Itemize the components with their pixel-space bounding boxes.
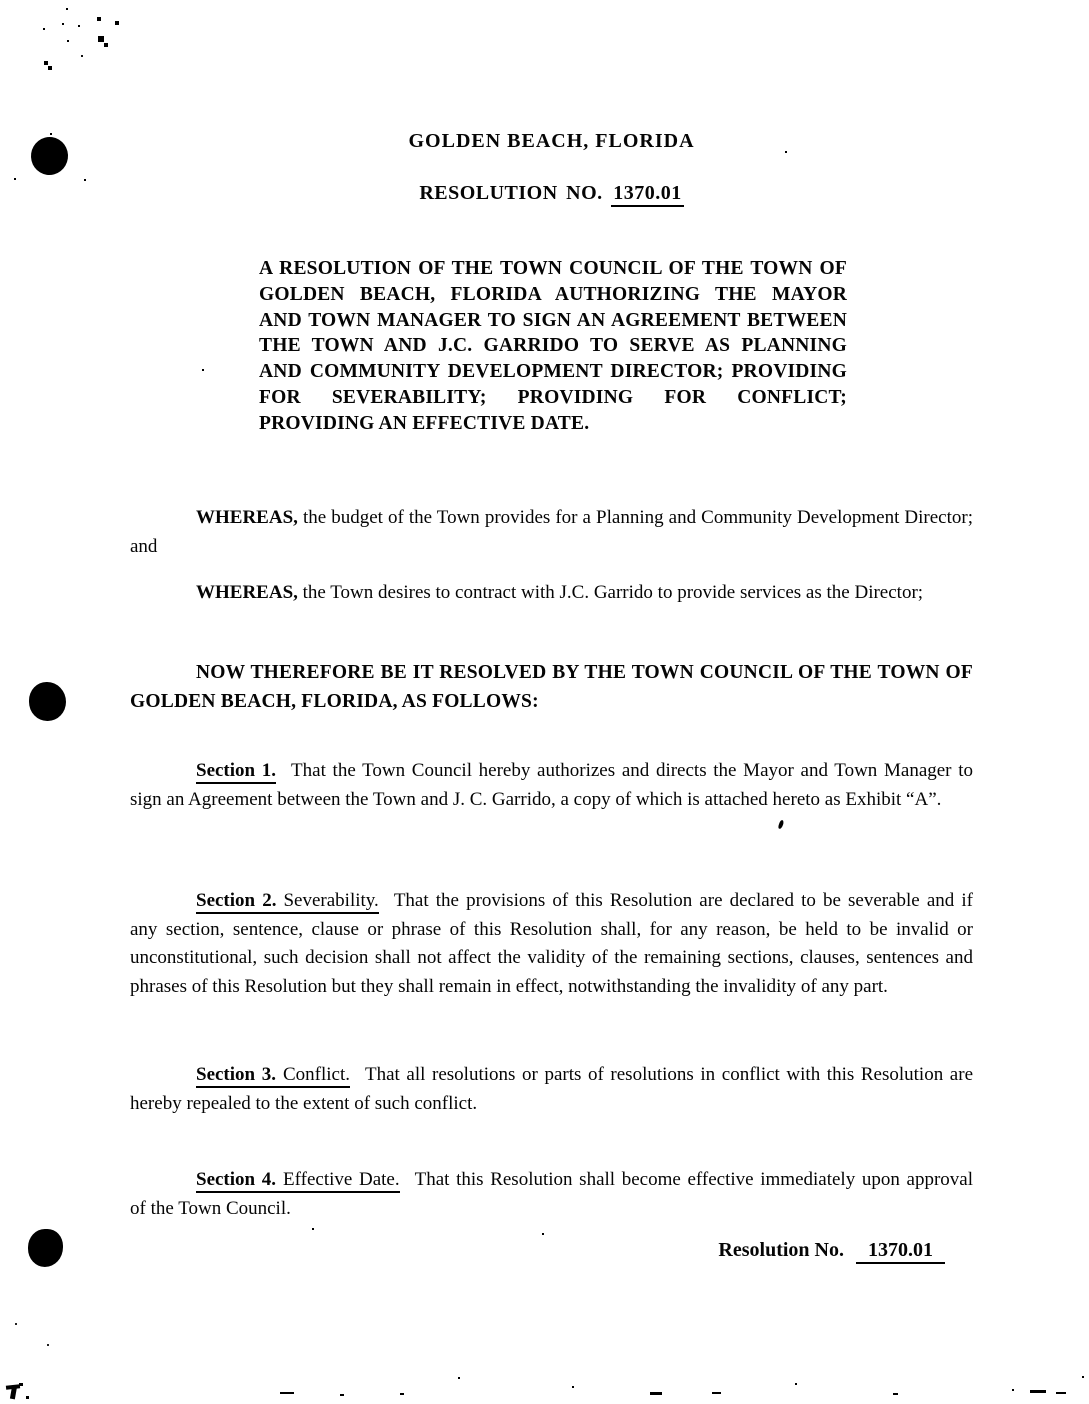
scan-mark-bottom-left: [19, 1383, 23, 1386]
section-subheading: Effective Date.: [283, 1169, 400, 1190]
section-subheading: Severability.: [283, 890, 379, 911]
section-3-paragraph: [130, 1061, 973, 1118]
section-text: That all resolutions or parts of resolutions in conflict with this Resolution are hereby repealed to the extent of such conflict.: [130, 1064, 974, 1114]
resolution-number-heading: [7, 182, 1089, 205]
resolution-summary: [259, 256, 847, 437]
section-4-paragraph: [130, 1166, 973, 1223]
resolution-number-label: RESOLUTION NO.: [419, 182, 603, 204]
section-heading: [196, 760, 276, 784]
section-2-paragraph: [130, 887, 973, 1001]
scan-noise-dash: [712, 1392, 721, 1394]
summary-line: THE TOWN AND J.C. GARRIDO TO SERVE AS PLANNING: [259, 335, 847, 357]
resolved-clause: NOW THEREFORE BE IT RESOLVED BY THE TOWN COUNCIL OF THE TOWN OF GOLDEN BEACH, FLORIDA, AS FOLLOWS:: [130, 662, 973, 712]
summary-line: FOR SEVERABILITY; PROVIDING FOR CONFLICT;: [259, 386, 847, 408]
whereas-lead: WHEREAS,: [196, 582, 298, 603]
footer-resolution-value: 1370.01: [856, 1239, 945, 1264]
section-1-paragraph: [130, 757, 973, 814]
scan-mark-bottom-left: [10, 1386, 17, 1400]
whereas-text: the budget of the Town provides for a Planning and Community Development Director; and: [130, 507, 973, 557]
scan-mark-bottom-left: [26, 1396, 29, 1399]
scan-noise-dash: [650, 1392, 662, 1395]
hole-punch-mark: [29, 682, 66, 721]
scan-noise-dash: [1030, 1390, 1046, 1393]
scan-noise-dash: [400, 1393, 404, 1395]
scan-noise-dash: [893, 1393, 898, 1395]
scan-noise-dash: [280, 1392, 294, 1394]
whereas-clause-1: [130, 504, 973, 561]
section-subheading: Conflict.: [282, 1064, 350, 1085]
whereas-text: the Town desires to contract with J.C. Garrido to provide services as the Director;: [297, 582, 924, 603]
resolution-number-value: 1370.01: [611, 182, 684, 207]
section-text: That this Resolution shall become effective immediately upon approval of the Town Council.: [130, 1169, 974, 1219]
footer-resolution-label: Resolution No.: [718, 1239, 844, 1261]
scan-speckles: [0, 0, 2, 2]
scan-noise-dash: [340, 1394, 344, 1396]
footer-resolution-number: [718, 1239, 945, 1262]
section-heading-label: Section 2.: [196, 890, 277, 911]
section-heading-label: Section 1.: [196, 760, 277, 781]
summary-line: PROVIDING AN EFFECTIVE DATE.: [259, 412, 590, 434]
whereas-lead: WHEREAS,: [196, 507, 298, 528]
summary-line: AND COMMUNITY DEVELOPMENT DIRECTOR; PROVIDING: [259, 361, 847, 383]
section-text: That the provisions of this Resolution are declared to be severable and if any section, sentence, clause or phrase of this Resolution shall, for any reason, be held to be invalid or unconstitutional, such decision shall not affect the validity of the remaining sections, clauses, sentences and phrases of this Resolution but they shall remain in effect, notwithstanding the invalidity of any part.: [130, 890, 974, 997]
summary-line: GOLDEN BEACH, FLORIDA AUTHORIZING THE MAYOR: [259, 283, 847, 305]
section-heading: [196, 1064, 350, 1088]
hole-punch-mark: [28, 1229, 63, 1267]
scan-noise-dash: [1056, 1392, 1066, 1394]
section-text: That the Town Council hereby authorizes and directs the Mayor and Town Manager to sign an Agreement between the Town and J. C. Garrido, a copy of which is attached hereto as Exhibit “A”.: [130, 760, 973, 810]
summary-line: A RESOLUTION OF THE TOWN COUNCIL OF THE TOWN OF: [259, 258, 847, 279]
whereas-clause-2: [130, 579, 973, 608]
city-state-heading: GOLDEN BEACH, FLORIDA: [408, 130, 695, 152]
stray-comma-mark: [778, 820, 785, 830]
section-heading: [196, 1169, 400, 1193]
section-heading: [196, 890, 379, 914]
section-heading-label: Section 4.: [196, 1169, 277, 1190]
section-heading-label: Section 3.: [196, 1064, 276, 1085]
summary-line: AND TOWN MANAGER TO SIGN AN AGREEMENT BETWEEN: [259, 309, 847, 331]
